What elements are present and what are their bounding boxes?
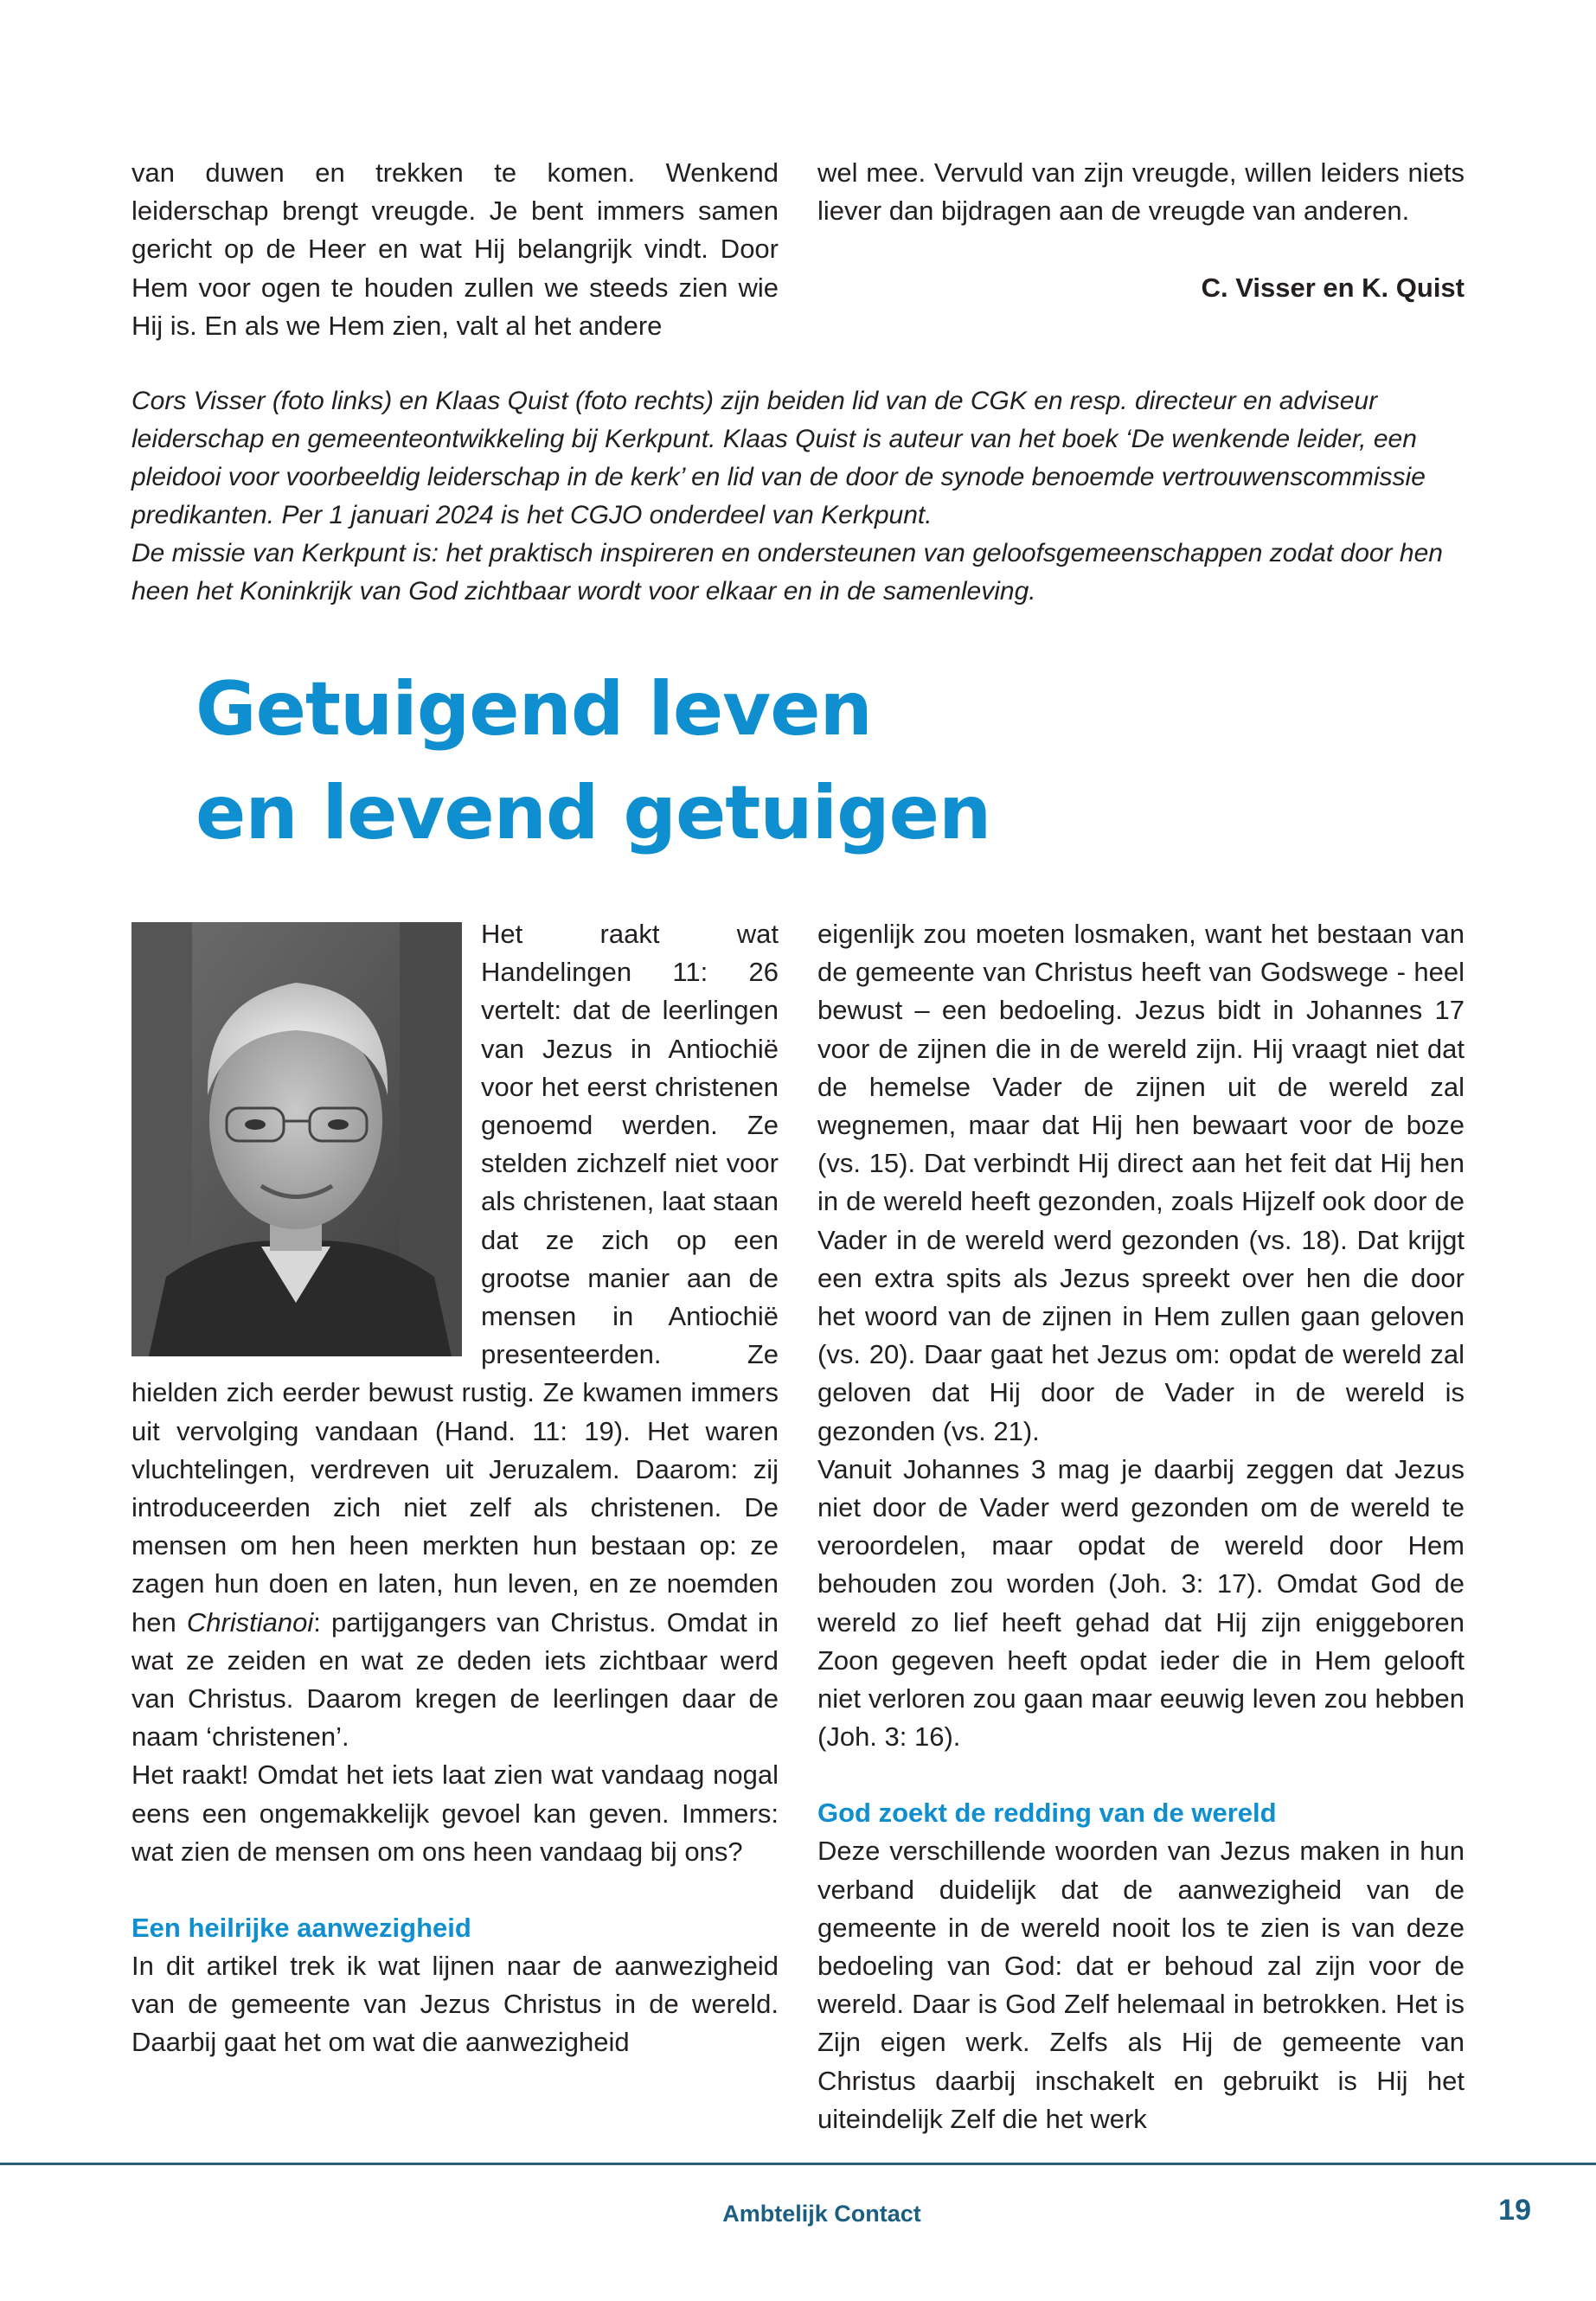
article-paragraph-text: Het raakt wat Handelingen 11: 26 vertelt: dat de leerlingen van Jezus in Antiochië voor het eerst christenen genoemd werden. Ze stelden zichzelf niet voor als christenen, laat staan dat ze zich op een grootse manier aan de mensen in Antiochië presenteerden. Ze hielden zich eerder bewust rustig. Ze kwamen immers uit vervolging vandaan (Hand. 11: 19). Het waren vluchtelingen, verdreven uit Jeruzalem. Daarom: zij introduceerden zich niet zelf als christenen. De mensen om hen heen merkten hun bestaan op: ze zagen hun doen en laten, hun leven, en ze noemden hen: [131, 919, 779, 1638]
article-paragraph-text: : partijgangers van Christus. Omdat in wat ze zeiden en wat ze deden iets zichtbaar werd van Christus. Daarom kregen de leerlingen daar de naam ‘christenen’.: [131, 1606, 779, 1753]
section-heading: God zoekt de redding van de wereld: [817, 1798, 1277, 1829]
article-paragraph: In dit artikel trek ik wat lijnen naar de aanwezigheid van de gemeente van Jezus Christus in de wereld. Daarbij gaat het om wat die aanwezigheid: [131, 1951, 779, 2058]
article-title-line-1: Getuigend leven: [195, 666, 872, 753]
author-portrait: [131, 922, 462, 1356]
publication-name: Ambtelijk Contact: [722, 2201, 921, 2227]
footer-divider: [0, 2163, 1596, 2165]
previous-article-paragraph: van duwen en trekken te komen. Wenkend leiderschap brengt vreugde. Je bent immers samen gericht op de Heer en wat Hij belangrijk vindt. Door Hem voor ogen te houden zullen we steeds zien wie Hij is. En als we Hem zien, valt al het andere: [131, 157, 779, 341]
author-portrait-image: [131, 922, 462, 1356]
author-signature: C. Visser en K. Quist: [1201, 272, 1465, 304]
previous-article-right-column: [817, 154, 1465, 307]
page-number: 19: [1498, 2194, 1531, 2227]
article-title-line-2: en levend getuigen: [195, 770, 991, 856]
article-paragraph: eigenlijk zou moeten losmaken, want het bestaan van de gemeente van Christus heeft van Godswege - heel bewust – een bedoeling. Jezus bidt in Johannes 17 voor de zijnen die in de wereld zijn. Hij vraagt niet dat de hemelse Vader de zijnen uit de wereld zal wegnemen, maar dat Hij hen bewaart voor de boze (vs. 15). Dat verbindt Hij direct aan het feit dat Hij hen in de wereld heeft gezonden, zoals Hijzelf ook door de Vader in de wereld werd gezonden (vs. 18). Dat krijgt een extra spits als Jezus spreekt over hen die door het woord van de zijnen in Hem zullen gaan geloven (vs. 20). Daar gaat het Jezus om: opdat de wereld zal geloven dat Hij door de Vader in de wereld is gezonden (vs. 21).: [817, 919, 1465, 1446]
article-right-column: [817, 915, 1465, 2138]
author-bio: [131, 382, 1468, 611]
previous-article-left-column: [131, 154, 779, 345]
article-paragraph: Vanuit Johannes 3 mag je daarbij zeggen dat Jezus niet door de Vader werd gezonden om de wereld te veroordelen, maar opdat de wereld door Hem behouden zou worden (Joh. 3: 17). Omdat God de wereld zo lief heeft gehad dat Hij zijn eniggeboren Zoon gegeven heeft opdat ieder die in Hem gelooft niet verloren zou gaan maar eeuwig leven zou hebben (Joh. 3: 16).: [817, 1453, 1465, 1753]
bio-paragraph: Cors Visser (foto links) en Klaas Quist (foto rechts) zijn beiden lid van de CGK en resp. directeur en adviseur leiderschap en gemeenteontwikkeling bij Kerkpunt. Klaas Quist is auteur van het boek ‘De wenkende leider, een pleidooi voor voorbeeldig leiderschap in de kerk’ en lid van de door de synode benoemde vertrouwenscommissie predikanten. Per 1 januari 2024 is het CGJO onderdeel van Kerkpunt.: [131, 387, 1426, 529]
article-paragraph: Het raakt! Omdat het iets laat zien wat vandaag nogal eens een ongemakkelijk gevoel kan geven. Immers: wat zien de mensen om ons heen vandaag bij ons?: [131, 1759, 779, 1867]
article-left-column: [131, 915, 779, 2062]
greek-term: Christianoi: [186, 1606, 314, 1638]
article-paragraph: Deze verschillende woorden van Jezus maken in hun verband duidelijk dat de aanwezigheid van de gemeente in de wereld nooit los te zien is van deze bedoeling van God: dat er behoud zal zijn voor de wereld. Daar is God Zelf helemaal in betrokken. Het is Zijn eigen werk. Zelfs als Hij de gemeente van Christus daarbij inschakelt en gebruikt is Hij het uiteindelijk Zelf die het werk: [817, 1836, 1465, 2134]
article-title: [195, 657, 990, 865]
section-heading: Een heilrijke aanwezigheid: [131, 1913, 471, 1944]
previous-article-closing-paragraph: wel mee. Vervuld van zijn vreugde, willen leiders niets liever dan bijdragen aan de vreugde van anderen.: [817, 157, 1465, 227]
mission-paragraph: De missie van Kerkpunt is: het praktisch inspireren en ondersteunen van geloofsgemeenschappen zodat door hen heen het Koninkrijk van God zichtbaar wordt voor elkaar en in de samenleving.: [131, 539, 1443, 606]
